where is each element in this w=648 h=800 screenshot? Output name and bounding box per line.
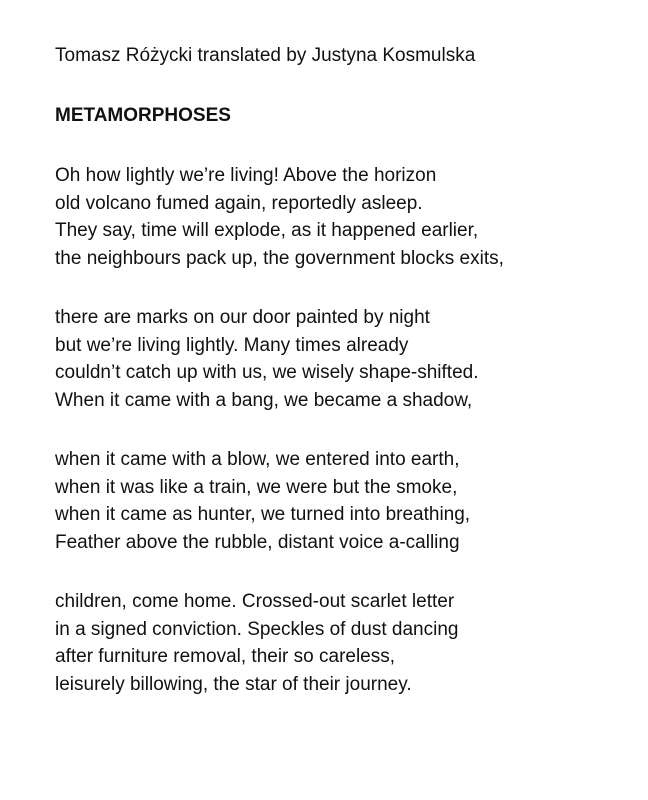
poem-line: children, come home. Crossed-out scarlet letter xyxy=(55,591,455,612)
author-translator-byline: Tomasz Różycki translated by Justyna Kosmulska xyxy=(55,45,476,66)
poem-line: when it came with a blow, we entered into earth, xyxy=(55,449,460,470)
poem-line: old volcano fumed again, reportedly asleep. xyxy=(55,192,423,214)
poem-line: when it came as hunter, we turned into breathing, xyxy=(55,504,471,525)
stanza-2 xyxy=(55,304,635,414)
stanza-3 xyxy=(55,446,635,556)
poem-document xyxy=(55,42,635,698)
poem-line: Oh how lightly we’re living! Above the horizon xyxy=(55,165,437,186)
stanza-1 xyxy=(55,162,635,272)
poem-title: METAMORPHOSES xyxy=(55,105,231,126)
poem-line: the neighbours pack up, the government blocks exits, xyxy=(55,247,504,269)
poem-line: when it was like a train, we were but the smoke, xyxy=(55,476,458,498)
poem-line: When it came with a bang, we became a shadow, xyxy=(55,389,473,411)
poem-line: They say, time will explode, as it happened earlier, xyxy=(55,220,479,241)
poem-line: in a signed conviction. Speckles of dust dancing xyxy=(55,618,459,640)
poem-body xyxy=(55,162,635,698)
poem-line: after furniture removal, their so careless, xyxy=(55,646,396,667)
poem-line: leisurely billowing, the star of their journey. xyxy=(55,673,412,695)
poem-line: there are marks on our door painted by night xyxy=(55,307,430,328)
poem-line: couldn’t catch up with us, we wisely shape-shifted. xyxy=(55,362,479,383)
stanza-4 xyxy=(55,588,635,698)
poem-line: but we’re living lightly. Many times already xyxy=(55,334,409,356)
poem-line: Feather above the rubble, distant voice a-calling xyxy=(55,531,460,553)
